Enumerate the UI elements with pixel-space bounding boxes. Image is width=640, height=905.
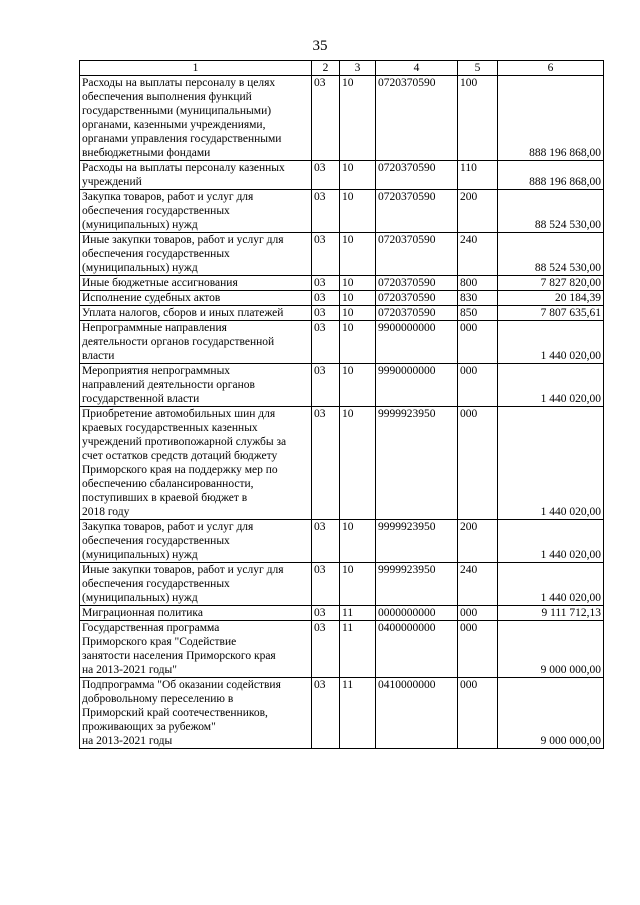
- section-code-cell: 03: [312, 321, 340, 364]
- column-header: 4: [376, 61, 458, 76]
- table-row: [80, 276, 604, 291]
- section-code-cell: 03: [312, 678, 340, 749]
- expense-type-cell: 110: [458, 161, 498, 190]
- item-name-text: Иные закупки товаров, работ и услуг для обеспечения государственных (муниципальных) нужд: [82, 234, 284, 274]
- section-code-cell: 03: [312, 161, 340, 190]
- subsection-code-cell: 10: [340, 161, 376, 190]
- expense-type-cell: 830: [458, 291, 498, 306]
- table-row: [80, 520, 604, 563]
- section-code-cell: 03: [312, 291, 340, 306]
- target-article-cell: 0000000000: [376, 606, 458, 621]
- subsection-code-cell: 10: [340, 321, 376, 364]
- subsection-code-cell: 10: [340, 291, 376, 306]
- column-header: 1: [80, 61, 312, 76]
- amount-cell: 1 440 020,00: [498, 364, 604, 407]
- section-code-cell: 03: [312, 520, 340, 563]
- item-name-cell: [80, 76, 312, 161]
- subsection-code-cell: 10: [340, 233, 376, 276]
- item-name-cell: [80, 520, 312, 563]
- section-code-cell: 03: [312, 563, 340, 606]
- item-name-cell: [80, 364, 312, 407]
- section-code-cell: 03: [312, 76, 340, 161]
- item-name-cell: [80, 161, 312, 190]
- amount-cell: 9 111 712,13: [498, 606, 604, 621]
- expense-type-cell: 000: [458, 407, 498, 520]
- section-code-cell: 03: [312, 190, 340, 233]
- table-row: [80, 563, 604, 606]
- table-row: [80, 407, 604, 520]
- target-article-cell: 0720370590: [376, 291, 458, 306]
- item-name-text: Мероприятия непрограммных направлений деятельности органов государственной власти: [82, 365, 255, 405]
- subsection-code-cell: 11: [340, 678, 376, 749]
- subsection-code-cell: 11: [340, 606, 376, 621]
- table-row: [80, 190, 604, 233]
- item-name-text: Приобретение автомобильных шин для краевых государственных казенных учреждений противопожарной службы за счет остатков средств дотаций бюджету Приморского края на поддержку мер по обеспечению сбалансированности, поступивших в краевой бюджет в 2018 году: [82, 408, 287, 518]
- target-article-cell: 0720370590: [376, 190, 458, 233]
- target-article-cell: 0400000000: [376, 621, 458, 678]
- target-article-cell: 0720370590: [376, 233, 458, 276]
- expense-type-cell: 000: [458, 678, 498, 749]
- budget-table: [79, 60, 604, 749]
- amount-cell: 888 196 868,00: [498, 76, 604, 161]
- item-name-text: Закупка товаров, работ и услуг для обеспечения государственных (муниципальных) нужд: [82, 191, 254, 231]
- table-row: [80, 678, 604, 749]
- subsection-code-cell: 10: [340, 407, 376, 520]
- table-row: [80, 161, 604, 190]
- expense-type-cell: 200: [458, 520, 498, 563]
- column-header: 3: [340, 61, 376, 76]
- item-name-text: Подпрограмма "Об оказании содействия добровольному переселению в Приморский край соотечественников, проживающих за рубежом" на 2013-2021 годы: [82, 679, 281, 747]
- target-article-cell: 9999923950: [376, 407, 458, 520]
- item-name-text: Государственная программа Приморского края "Содействие занятости населения Приморского края на 2013-2021 годы": [82, 622, 276, 676]
- table-row: [80, 233, 604, 276]
- item-name-cell: [80, 678, 312, 749]
- section-code-cell: 03: [312, 364, 340, 407]
- item-name-cell: [80, 306, 312, 321]
- section-code-cell: 03: [312, 606, 340, 621]
- amount-cell: 9 000 000,00: [498, 678, 604, 749]
- subsection-code-cell: 10: [340, 563, 376, 606]
- expense-type-cell: 000: [458, 606, 498, 621]
- column-header: 5: [458, 61, 498, 76]
- target-article-cell: 0720370590: [376, 76, 458, 161]
- expense-type-cell: 200: [458, 190, 498, 233]
- subsection-code-cell: 10: [340, 364, 376, 407]
- target-article-cell: 9999923950: [376, 520, 458, 563]
- section-code-cell: 03: [312, 621, 340, 678]
- item-name-text: Закупка товаров, работ и услуг для обеспечения государственных (муниципальных) нужд: [82, 521, 254, 561]
- target-article-cell: 0720370590: [376, 306, 458, 321]
- item-name-cell: [80, 621, 312, 678]
- item-name-text: Расходы на выплаты персоналу в целях обеспечения выполнения функций государственными (муниципальными) органами, казенными учреждениями, органами управления государственными внебюджетными фондами: [82, 77, 282, 159]
- item-name-cell: [80, 606, 312, 621]
- table-row: [80, 306, 604, 321]
- target-article-cell: 9990000000: [376, 364, 458, 407]
- expense-type-cell: 240: [458, 233, 498, 276]
- table-row: [80, 321, 604, 364]
- table-row: [80, 621, 604, 678]
- item-name-cell: [80, 563, 312, 606]
- target-article-cell: 9900000000: [376, 321, 458, 364]
- item-name-cell: [80, 407, 312, 520]
- column-header: 6: [498, 61, 604, 76]
- subsection-code-cell: 10: [340, 76, 376, 161]
- expense-type-cell: 000: [458, 321, 498, 364]
- amount-cell: 888 196 868,00: [498, 161, 604, 190]
- section-code-cell: 03: [312, 233, 340, 276]
- section-code-cell: 03: [312, 407, 340, 520]
- table-row: [80, 291, 604, 306]
- subsection-code-cell: 10: [340, 520, 376, 563]
- amount-cell: 88 524 530,00: [498, 233, 604, 276]
- item-name-text: Исполнение судебных актов: [82, 292, 221, 304]
- amount-cell: 1 440 020,00: [498, 321, 604, 364]
- item-name-cell: [80, 291, 312, 306]
- target-article-cell: 9999923950: [376, 563, 458, 606]
- section-code-cell: 03: [312, 306, 340, 321]
- item-name-text: Расходы на выплаты персоналу казенных учреждений: [82, 162, 285, 188]
- table-header-row: [80, 61, 604, 76]
- target-article-cell: 0410000000: [376, 678, 458, 749]
- amount-cell: 20 184,39: [498, 291, 604, 306]
- item-name-text: Уплата налогов, сборов и иных платежей: [82, 307, 284, 319]
- item-name-text: Иные бюджетные ассигнования: [82, 277, 238, 289]
- expense-type-cell: 850: [458, 306, 498, 321]
- amount-cell: 1 440 020,00: [498, 520, 604, 563]
- section-code-cell: 03: [312, 276, 340, 291]
- table-row: [80, 76, 604, 161]
- page-number: 35: [312, 38, 328, 54]
- amount-cell: 88 524 530,00: [498, 190, 604, 233]
- item-name-cell: [80, 276, 312, 291]
- expense-type-cell: 100: [458, 76, 498, 161]
- amount-cell: 7 807 635,61: [498, 306, 604, 321]
- expense-type-cell: 000: [458, 364, 498, 407]
- amount-cell: 1 440 020,00: [498, 407, 604, 520]
- column-header: 2: [312, 61, 340, 76]
- table-row: [80, 364, 604, 407]
- item-name-text: Иные закупки товаров, работ и услуг для обеспечения государственных (муниципальных) нужд: [82, 564, 284, 604]
- amount-cell: 1 440 020,00: [498, 563, 604, 606]
- subsection-code-cell: 10: [340, 306, 376, 321]
- target-article-cell: 0720370590: [376, 161, 458, 190]
- target-article-cell: 0720370590: [376, 276, 458, 291]
- item-name-cell: [80, 321, 312, 364]
- item-name-text: Непрограммные направления деятельности органов государственной власти: [82, 322, 275, 362]
- expense-type-cell: 800: [458, 276, 498, 291]
- item-name-text: Миграционная политика: [82, 607, 203, 619]
- amount-cell: 9 000 000,00: [498, 621, 604, 678]
- amount-cell: 7 827 820,00: [498, 276, 604, 291]
- expense-type-cell: 000: [458, 621, 498, 678]
- subsection-code-cell: 10: [340, 190, 376, 233]
- item-name-cell: [80, 190, 312, 233]
- subsection-code-cell: 11: [340, 621, 376, 678]
- subsection-code-cell: 10: [340, 276, 376, 291]
- expense-type-cell: 240: [458, 563, 498, 606]
- table-row: [80, 606, 604, 621]
- item-name-cell: [80, 233, 312, 276]
